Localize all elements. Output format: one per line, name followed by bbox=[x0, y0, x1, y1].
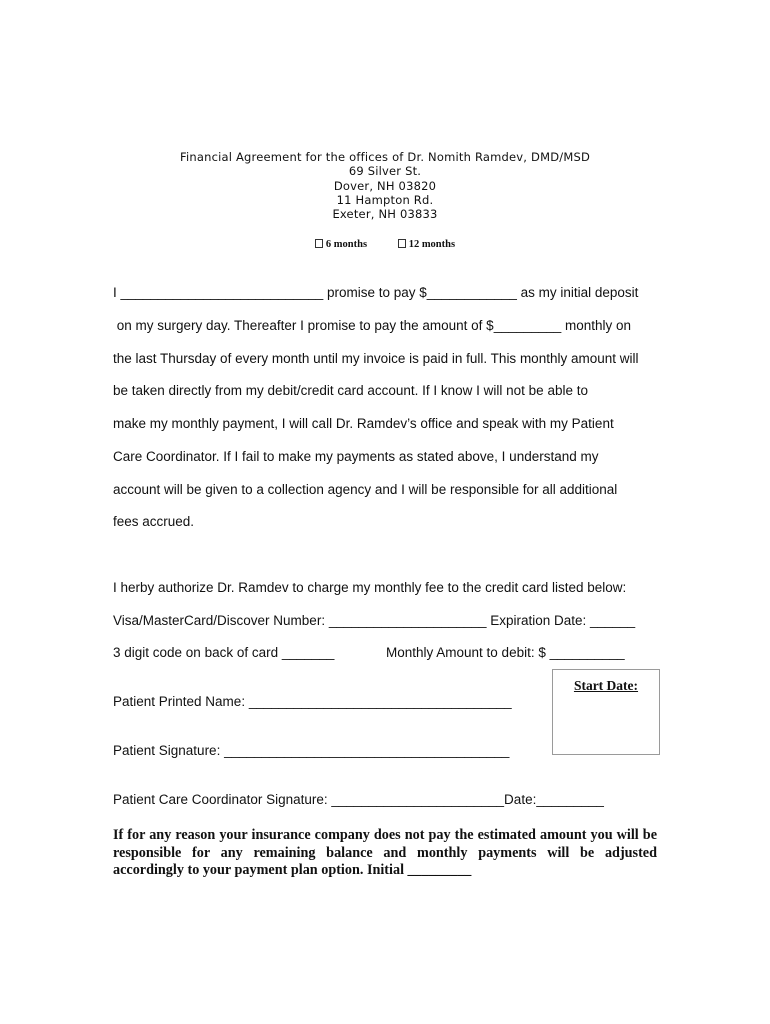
agreement-line-2: on my surgery day. Thereafter I promise to pay the amount of $_________ monthly on bbox=[113, 318, 632, 333]
agreement-line-7: account will be given to a collection agency and I will be responsible for all additional bbox=[113, 482, 618, 497]
agreement-line-1: I ___________________________ promise to pay $____________ as my initial deposit bbox=[113, 285, 639, 300]
plan-option-label: 12 months bbox=[408, 239, 456, 250]
office-1-street: 69 Silver St. bbox=[348, 164, 422, 179]
agreement-line-8: fees accrued. bbox=[113, 514, 195, 529]
document-header bbox=[0, 150, 770, 221]
checkbox-icon[interactable] bbox=[315, 239, 323, 248]
plan-option-6-months[interactable] bbox=[315, 239, 367, 250]
card-number-field[interactable]: Visa/MasterCard/Discover Number: _____________________ Expiration Date: ______ bbox=[113, 613, 636, 628]
start-date-label: Start Date: bbox=[573, 678, 639, 693]
plan-option-label: 6 months bbox=[325, 239, 368, 250]
plan-option-12-months[interactable] bbox=[398, 239, 455, 250]
plan-options bbox=[0, 239, 770, 250]
agreement-line-3: the last Thursday of every month until my invoice is paid in full. This monthly amount will bbox=[113, 351, 639, 366]
authorization-statement: I herby authorize Dr. Ramdev to charge my monthly fee to the credit card listed below: bbox=[113, 580, 627, 595]
coordinator-signature-field[interactable]: Patient Care Coordinator Signature: _______________________Date:_________ bbox=[113, 792, 604, 807]
insurance-notice: If for any reason your insurance company does not pay the estimated amount you will be responsible for any remaining balance and monthly payments will be adjusted accordingly to your payment plan option. Initial _________ bbox=[113, 827, 657, 878]
patient-signature-field[interactable]: Patient Signature: ______________________________________ bbox=[113, 743, 510, 758]
cvv-field[interactable]: 3 digit code on back of card _______ bbox=[113, 645, 335, 660]
office-1-city: Dover, NH 03820 bbox=[333, 178, 437, 193]
monthly-amount-field[interactable]: Monthly Amount to debit: $ __________ bbox=[386, 645, 625, 660]
checkbox-icon[interactable] bbox=[398, 239, 406, 248]
agreement-line-5: make my monthly payment, I will call Dr. Ramdev’s office and speak with my Patient bbox=[113, 416, 614, 431]
agreement-line-4: be taken directly from my debit/credit card account. If I know I will not be able to bbox=[113, 383, 588, 398]
document-title: Financial Agreement for the offices of Dr. Nomith Ramdev, DMD/MSD bbox=[179, 150, 591, 164]
office-2-street: 11 Hampton Rd. bbox=[336, 192, 434, 207]
patient-printed-name-field[interactable]: Patient Printed Name: ___________________________________ bbox=[113, 694, 512, 709]
start-date-box[interactable] bbox=[552, 669, 660, 755]
office-2-city: Exeter, NH 03833 bbox=[332, 207, 438, 222]
agreement-line-6: Care Coordinator. If I fail to make my payments as stated above, I understand my bbox=[113, 449, 599, 464]
